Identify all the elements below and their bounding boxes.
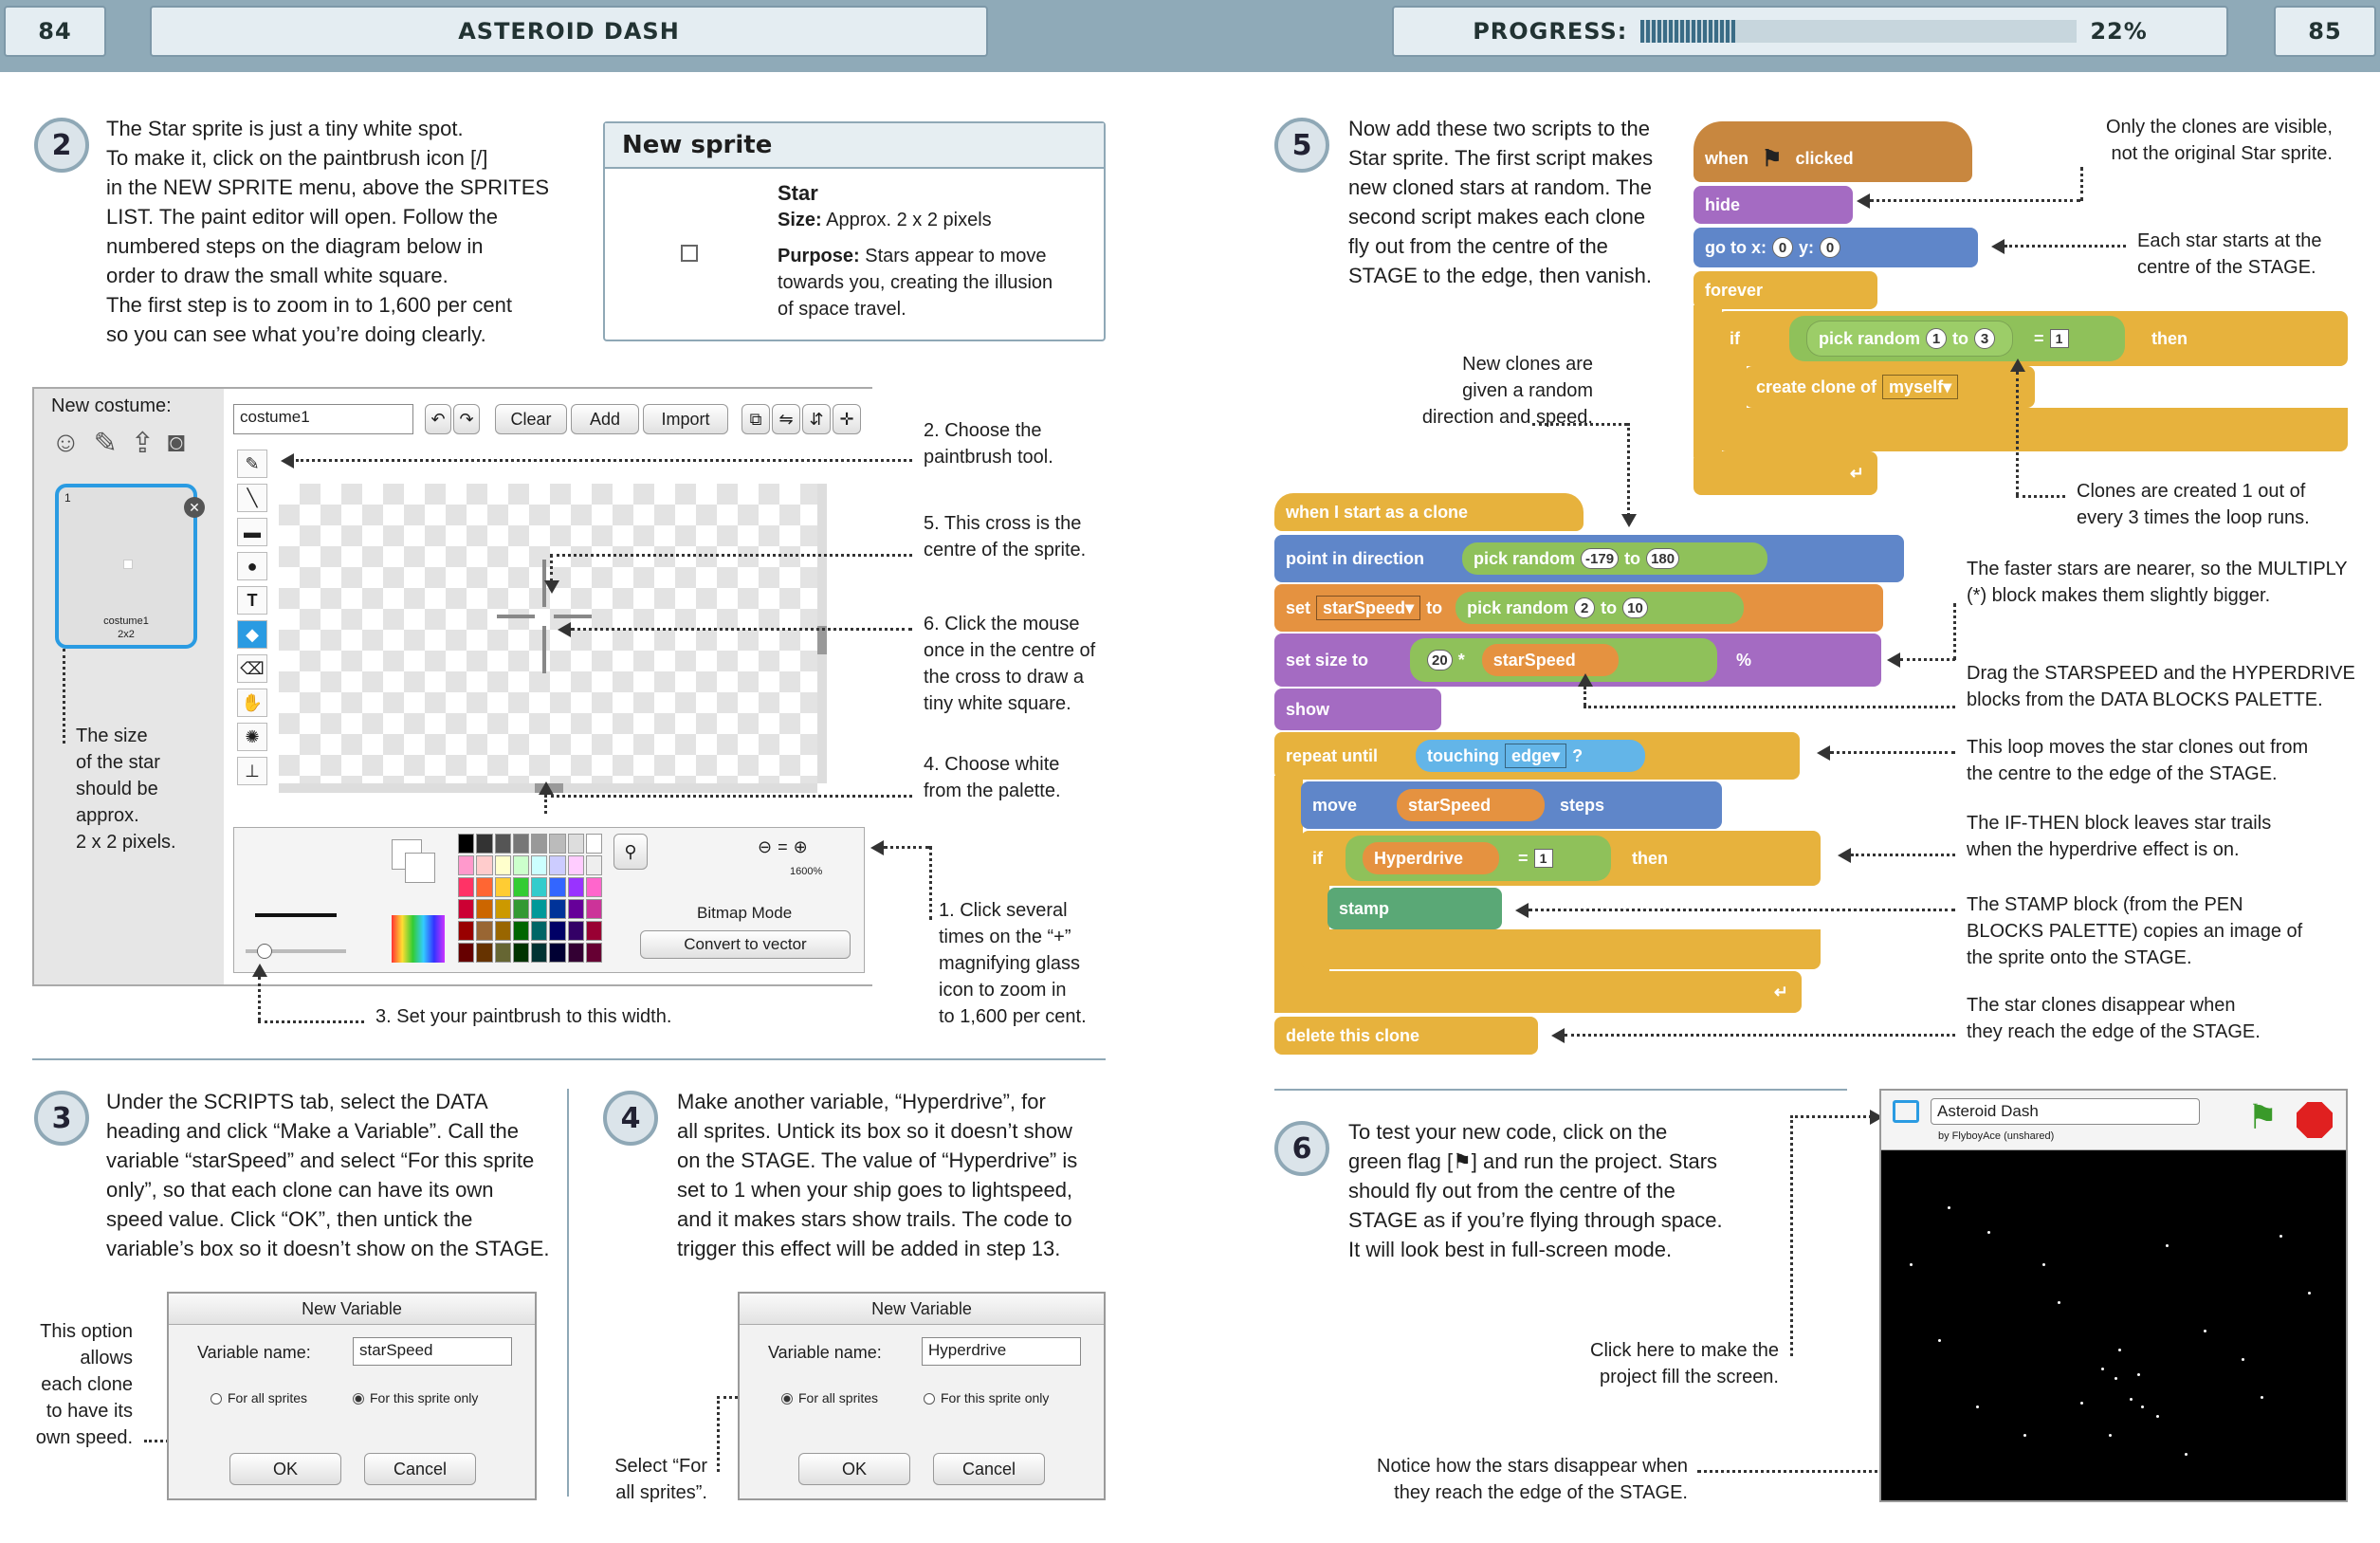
ok-button[interactable]: OK bbox=[229, 1453, 341, 1485]
fill-tool-icon[interactable]: ◆ bbox=[237, 620, 267, 649]
zoom-reset-icon[interactable]: = bbox=[778, 837, 788, 856]
palette-color[interactable] bbox=[549, 943, 565, 963]
palette-color[interactable] bbox=[531, 899, 547, 919]
palette-color[interactable] bbox=[586, 834, 602, 854]
paintbrush-icon[interactable]: ✎ bbox=[93, 428, 118, 459]
new-variable-dialog-hyperdrive: New Variable Variable name: Hyperdrive For all sprites For this sprite only OK Cancel bbox=[738, 1292, 1106, 1500]
delete-costume-icon[interactable]: ✕ bbox=[184, 497, 205, 518]
ellipse-tool-icon[interactable]: ● bbox=[237, 552, 267, 580]
palette-color[interactable] bbox=[549, 921, 565, 941]
star bbox=[2023, 1434, 2026, 1437]
palette-color[interactable] bbox=[549, 899, 565, 919]
palette-color[interactable] bbox=[476, 877, 492, 897]
stage-window bbox=[1879, 1089, 2348, 1502]
palette-color[interactable] bbox=[568, 877, 584, 897]
brush-width-slider[interactable] bbox=[246, 949, 346, 953]
stamp-block[interactable]: stamp bbox=[1327, 888, 1502, 929]
palette-color[interactable] bbox=[568, 855, 584, 875]
fullscreen-icon[interactable] bbox=[1893, 1100, 1919, 1123]
page-header bbox=[0, 0, 2380, 72]
costume-name: costume1 bbox=[103, 615, 149, 627]
set-size-block[interactable]: set size to 20 * starSpeed % bbox=[1274, 634, 1881, 687]
chapter-title: ASTEROID DASH bbox=[150, 6, 988, 57]
palette-color[interactable] bbox=[531, 877, 547, 897]
eyedropper-icon[interactable]: ⚲ bbox=[613, 834, 648, 870]
note-stars-disappear: Notice how the stars disappear when they reach the edge of the STAGE. bbox=[1377, 1456, 1688, 1503]
set-variable-block[interactable]: set starSpeed ▾ to pick random 2 to 10 bbox=[1274, 584, 1883, 632]
add-button[interactable]: Add bbox=[571, 404, 639, 434]
costume-name-field[interactable]: costume1 bbox=[233, 404, 413, 434]
zoom-in-icon[interactable]: ⊕ bbox=[793, 837, 808, 856]
palette-color[interactable] bbox=[476, 855, 492, 875]
note-center-start: Each star starts at the centre of the STAGE. bbox=[2137, 230, 2322, 278]
palette-color[interactable] bbox=[549, 834, 565, 854]
step-3-text: Under the SCRIPTS tab, select the DATA heading and click “Make a Variable”. Call the variable “starSpeed” and select “For this sprite only”, so that each clone can have its own speed value. Click “OK”, then untick the variable’s box so it doesn’t show on the STAGE. bbox=[106, 1090, 550, 1260]
left-page-number: 84 bbox=[4, 6, 106, 57]
right-page-number: 85 bbox=[2274, 6, 2376, 57]
star-sprite-preview bbox=[681, 245, 698, 262]
if-then-block[interactable]: if pick random 1 to 3 = 1 then bbox=[1718, 311, 2348, 366]
palette-color[interactable] bbox=[513, 877, 529, 897]
convert-to-vector-button[interactable]: Convert to vector bbox=[640, 930, 851, 959]
star bbox=[2137, 1373, 2140, 1376]
callout-sprite-center: 5. This cross is the centre of the sprite. bbox=[924, 513, 1087, 560]
magic-select-icon[interactable]: ✺ bbox=[237, 723, 267, 751]
redo-icon[interactable]: ↷ bbox=[453, 404, 480, 434]
palette-color[interactable] bbox=[513, 921, 529, 941]
sprite-library-icon[interactable]: ☺ bbox=[51, 427, 81, 458]
step-4-note: Select “For all sprites”. bbox=[614, 1456, 707, 1503]
color-palette[interactable] bbox=[458, 834, 602, 963]
palette-color[interactable] bbox=[531, 943, 547, 963]
callout-zoom: 1. Click several times on the “+” magnifying glass icon to zoom in to 1,600 per cent. bbox=[939, 900, 1087, 1027]
star bbox=[2109, 1434, 2112, 1437]
cancel-button[interactable]: Cancel bbox=[364, 1453, 476, 1485]
project-author: by FlyboyAce (unshared) bbox=[1938, 1130, 2055, 1142]
when-i-start-as-clone-block[interactable]: when I start as a clone bbox=[1274, 493, 1584, 531]
rectangle-tool-icon[interactable]: ▬ bbox=[237, 518, 267, 546]
show-block[interactable]: show bbox=[1274, 689, 1441, 730]
note-fullscreen: Click here to make the project fill the screen. bbox=[1590, 1340, 1779, 1387]
progress-percent: 22% bbox=[2090, 18, 2148, 45]
palette-color[interactable] bbox=[458, 855, 474, 875]
callout-star-size: The size of the star should be approx. 2 x 2 pixels. bbox=[76, 726, 176, 853]
project-title-field[interactable]: Asteroid Dash bbox=[1931, 1098, 2200, 1125]
for-all-sprites-radio[interactable]: For all sprites bbox=[781, 1390, 878, 1405]
palette-color[interactable] bbox=[495, 921, 511, 941]
for-this-sprite-only-radio[interactable]: For this sprite only bbox=[924, 1390, 1049, 1405]
costume-tools bbox=[51, 427, 222, 465]
new-costume-label: New costume: bbox=[51, 395, 172, 416]
palette-color[interactable] bbox=[568, 899, 584, 919]
set-costume-center-icon[interactable]: ✛ bbox=[833, 404, 861, 434]
palette-color[interactable] bbox=[568, 921, 584, 941]
star bbox=[1910, 1263, 1913, 1266]
vertical-scrollbar[interactable] bbox=[817, 484, 827, 783]
callout-choose-white: 4. Choose white from the palette. bbox=[924, 754, 1061, 801]
repeat-end bbox=[1274, 971, 1802, 1013]
ok-button[interactable]: OK bbox=[798, 1453, 910, 1485]
palette-color[interactable] bbox=[568, 834, 584, 854]
star bbox=[2166, 1244, 2169, 1247]
note-if-then: The IF-THEN block leaves star trails when the hyperdrive effect is on. bbox=[1967, 813, 2272, 860]
star bbox=[2185, 1453, 2188, 1456]
stage-toolbar bbox=[1881, 1091, 2346, 1150]
forever-block[interactable]: forever bbox=[1693, 271, 1877, 309]
star bbox=[1938, 1339, 1941, 1342]
zoom-out-icon[interactable]: ⊖ bbox=[758, 837, 773, 856]
loop-arrow-icon: ↵ bbox=[1849, 463, 1864, 483]
paint-canvas[interactable] bbox=[279, 484, 817, 783]
palette-color[interactable] bbox=[458, 943, 474, 963]
palette-color[interactable] bbox=[495, 943, 511, 963]
palette-color[interactable] bbox=[476, 899, 492, 919]
palette-color[interactable] bbox=[586, 921, 602, 941]
callout-choose-paintbrush: 2. Choose the paintbrush tool. bbox=[924, 420, 1053, 468]
palette-color[interactable] bbox=[513, 855, 529, 875]
palette-color[interactable] bbox=[495, 834, 511, 854]
note-delete-clone: The star clones disappear when they reach the edge of the STAGE. bbox=[1967, 995, 2261, 1042]
paint-bottom-panel bbox=[233, 827, 865, 973]
step-2-text: The Star sprite is just a tiny white spot. To make it, click on the paintbrush icon [/] in the NEW SPRITE menu, above the SPRITES LIST. The paint editor will open. Follow the numbered steps on the diagram below in order to draw the small white square. The first step is to zoom in to 1,600 per cent so you can see what you’re doing clearly. bbox=[106, 117, 550, 346]
costume-size: 2x2 bbox=[118, 629, 135, 640]
cancel-button[interactable]: Cancel bbox=[933, 1453, 1045, 1485]
import-button[interactable]: Import bbox=[643, 404, 728, 434]
palette-color[interactable] bbox=[495, 899, 511, 919]
text-tool-icon[interactable]: T bbox=[237, 586, 267, 615]
zoom-level: 1600% bbox=[790, 866, 823, 877]
star bbox=[2204, 1330, 2206, 1332]
star bbox=[1987, 1231, 1990, 1234]
new-variable-dialog-starspeed: New Variable Variable name: starSpeed For all sprites For this sprite only OK Cancel bbox=[167, 1292, 537, 1500]
note-loop-moves: This loop moves the star clones out from the centre to the edge of the STAGE. bbox=[1967, 737, 2309, 784]
palette-color[interactable] bbox=[476, 921, 492, 941]
star bbox=[2130, 1398, 2133, 1401]
star bbox=[2242, 1358, 2244, 1361]
crop-icon[interactable]: ⧉ bbox=[741, 404, 770, 434]
palette-color[interactable] bbox=[586, 855, 602, 875]
palette-color[interactable] bbox=[495, 877, 511, 897]
star bbox=[2058, 1301, 2060, 1304]
brush-width-preview bbox=[255, 913, 337, 917]
column-divider bbox=[567, 1089, 569, 1497]
dialog-title: New Variable bbox=[740, 1294, 1104, 1325]
create-clone-block[interactable]: create clone of myself ▾ bbox=[1745, 366, 2035, 408]
palette-color[interactable] bbox=[513, 899, 529, 919]
note-random-direction: New clones are given a random direction and speed. bbox=[1421, 354, 1593, 428]
undo-icon[interactable]: ↶ bbox=[425, 404, 451, 434]
step-6-badge: 6 bbox=[1274, 1121, 1329, 1176]
progress-fill bbox=[1640, 20, 1736, 43]
paint-editor bbox=[32, 387, 872, 986]
palette-color[interactable] bbox=[531, 921, 547, 941]
note-clone-frequency: Clones are created 1 out of every 3 times the loop runs. bbox=[2077, 481, 2310, 528]
palette-color[interactable] bbox=[586, 877, 602, 897]
palette-color[interactable] bbox=[476, 943, 492, 963]
star bbox=[2118, 1349, 2121, 1351]
clear-button[interactable]: Clear bbox=[495, 404, 567, 434]
eraser-tool-icon[interactable]: ⌫ bbox=[237, 654, 267, 683]
paintbrush-tool-icon[interactable]: ✎ bbox=[237, 450, 267, 478]
palette-color[interactable] bbox=[513, 834, 529, 854]
divider bbox=[1274, 1089, 1847, 1091]
note-stamp: The STAMP block (from the PEN BLOCKS PALETTE) copies an image of the sprite onto the STAGE. bbox=[1967, 894, 2303, 968]
center-cross bbox=[554, 615, 592, 618]
forever-end bbox=[1693, 451, 1877, 495]
palette-color[interactable] bbox=[549, 877, 565, 897]
move-steps-block[interactable]: move starSpeed steps bbox=[1301, 781, 1722, 829]
step-5-text: Now add these two scripts to the Star sprite. The first script makes new cloned stars at random. The second script makes each clone fly out from the centre of the STAGE to the edge, then vanish. bbox=[1348, 117, 1654, 287]
palette-color[interactable] bbox=[568, 943, 584, 963]
stage-canvas bbox=[1881, 1149, 2346, 1500]
note-clones-visible: Only the clones are visible, not the original Star sprite. bbox=[2105, 117, 2333, 164]
green-flag-icon[interactable]: ⚑ bbox=[2247, 1097, 2279, 1136]
palette-color[interactable] bbox=[531, 834, 547, 854]
variable-name-field[interactable]: starSpeed bbox=[353, 1337, 512, 1366]
step-2-badge: 2 bbox=[34, 118, 89, 173]
progress-box bbox=[1392, 6, 2228, 57]
palette-color[interactable] bbox=[513, 943, 529, 963]
line-tool-icon[interactable]: ╲ bbox=[237, 484, 267, 512]
star bbox=[2308, 1292, 2311, 1295]
delete-this-clone-block[interactable]: delete this clone bbox=[1274, 1017, 1538, 1055]
stamp-tool-icon[interactable]: ⊥ bbox=[237, 757, 267, 785]
variable-name-field[interactable]: Hyperdrive bbox=[922, 1337, 1081, 1366]
dialog-title: New Variable bbox=[169, 1294, 535, 1325]
bitmap-mode-label: Bitmap Mode bbox=[697, 904, 793, 922]
primary-color-swatch[interactable] bbox=[405, 853, 435, 883]
palette-color[interactable] bbox=[586, 899, 602, 919]
star bbox=[2115, 1377, 2117, 1380]
step-6-text: To test your new code, click on the green flag [⚑] and run the project. Stars should fly out from the centre of the STAGE as if you’re flying through space. It will look best in full-screen mode. bbox=[1348, 1120, 1723, 1261]
repeat-until-block[interactable]: repeat until touching edge ▾ ? bbox=[1274, 732, 1800, 780]
color-spectrum[interactable] bbox=[392, 915, 445, 963]
palette-color[interactable] bbox=[476, 834, 492, 854]
if-hyperdrive-block[interactable]: if Hyperdrive = 1 then bbox=[1301, 831, 1821, 886]
star bbox=[2080, 1402, 2083, 1405]
step-4-text: Make another variable, “Hyperdrive”, for all sprites. Untick its box so it doesn’t show on the STAGE. The value of “Hyperdrive” is set to 1 when your ship goes to lightspeed, and it makes stars show trails. The code to trigger this effect will be added in step 13. bbox=[677, 1090, 1078, 1260]
callout-brush-width: 3. Set your paintbrush to this width. bbox=[375, 1006, 672, 1027]
upload-icon[interactable]: ⇪ bbox=[130, 428, 155, 459]
point-in-direction-block[interactable]: point in direction pick random -179 to 180 bbox=[1274, 535, 1904, 582]
note-multiply: The faster stars are nearer, so the MULTIPLY (*) block makes them slightly bigger. bbox=[1967, 559, 2348, 606]
new-sprite-heading: New sprite bbox=[605, 123, 1104, 169]
star bbox=[2261, 1396, 2263, 1399]
loop-arrow-icon: ↵ bbox=[1773, 982, 1788, 1001]
palette-color[interactable] bbox=[495, 855, 511, 875]
sprite-info: Star Size: Approx. 2 x 2 pixels Purpose: Stars appear to move towards you, creating the illusion of space travel. bbox=[778, 181, 1053, 320]
new-sprite-panel bbox=[603, 121, 1106, 341]
palette-color[interactable] bbox=[458, 899, 474, 919]
when-flag-clicked-block[interactable]: when ⚑ clicked bbox=[1693, 121, 1972, 182]
star bbox=[2042, 1263, 2045, 1266]
star bbox=[1948, 1206, 1950, 1209]
palette-color[interactable] bbox=[458, 921, 474, 941]
star bbox=[2101, 1368, 2104, 1370]
green-flag-icon: ⚑ bbox=[1762, 145, 1783, 172]
star bbox=[2156, 1415, 2159, 1418]
star bbox=[1976, 1405, 1979, 1408]
palette-color[interactable] bbox=[549, 855, 565, 875]
flip-horizontal-icon[interactable]: ⇋ bbox=[772, 404, 800, 434]
for-all-sprites-radio[interactable]: For all sprites bbox=[211, 1390, 307, 1405]
costume-thumbnail[interactable]: 1 costume1 2x2 ✕ bbox=[55, 484, 197, 649]
star bbox=[2141, 1405, 2144, 1408]
palette-color[interactable] bbox=[458, 877, 474, 897]
palette-color[interactable] bbox=[458, 834, 474, 854]
step-3-badge: 3 bbox=[34, 1091, 89, 1146]
palette-color[interactable] bbox=[531, 855, 547, 875]
flip-vertical-icon[interactable]: ⇵ bbox=[802, 404, 831, 434]
progress-label: PROGRESS: bbox=[1473, 18, 1628, 45]
stop-sign-icon[interactable] bbox=[2297, 1102, 2333, 1138]
step-5-badge: 5 bbox=[1274, 118, 1329, 173]
zoom-controls bbox=[758, 837, 808, 857]
hide-block[interactable]: hide bbox=[1693, 186, 1853, 224]
note-drag-data-blocks: Drag the STARSPEED and the HYPERDRIVE blocks from the DATA BLOCKS PALETTE. bbox=[1967, 663, 2355, 710]
step-4-badge: 4 bbox=[603, 1091, 658, 1146]
divider bbox=[32, 1058, 1106, 1060]
progress-bar bbox=[1640, 20, 2077, 43]
callout-click-center: 6. Click the mouse once in the centre of the cross to draw a tiny white square. bbox=[924, 614, 1096, 714]
select-tool-icon[interactable]: ✋ bbox=[237, 689, 267, 717]
for-this-sprite-only-radio[interactable]: For this sprite only bbox=[353, 1390, 478, 1405]
editor-area bbox=[224, 389, 872, 984]
step-3-note: This option allows each clone to have its own speed. bbox=[35, 1321, 133, 1448]
camera-icon[interactable]: ◙ bbox=[167, 427, 186, 458]
palette-color[interactable] bbox=[586, 943, 602, 963]
costume-preview bbox=[123, 560, 133, 569]
go-to-xy-block[interactable]: go to x: 0 y: 0 bbox=[1693, 228, 1978, 267]
star bbox=[2279, 1235, 2282, 1238]
